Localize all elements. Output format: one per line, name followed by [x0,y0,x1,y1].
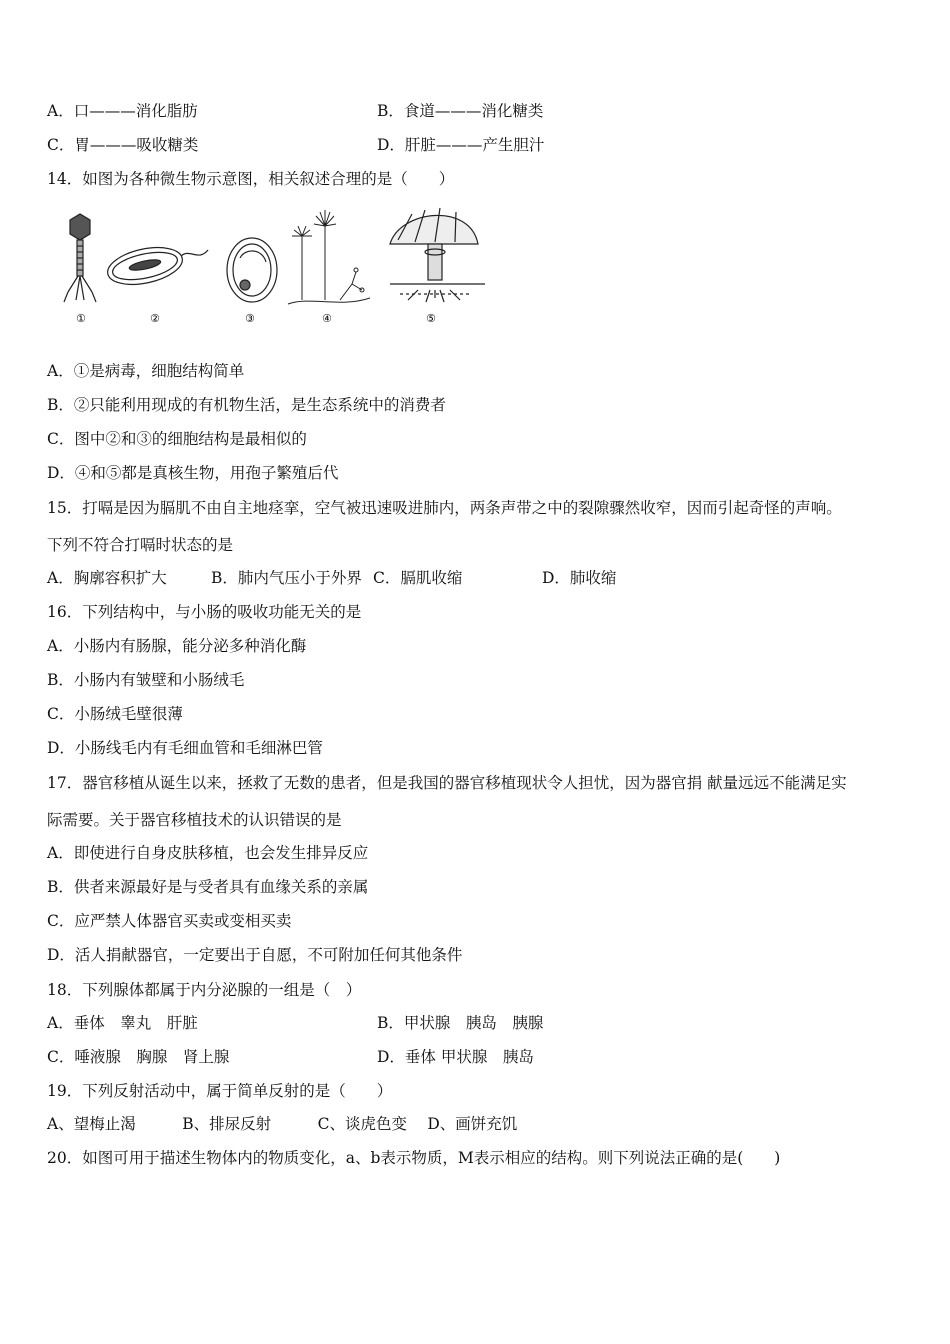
q18-option-b: B．甲状腺 胰岛 胰腺 [377,1014,544,1032]
figure-label-5: ⑤ [426,312,436,325]
q14-stem: 14．如图为各种微生物示意图，相关叙述合理的是（ ） [47,170,455,188]
q15-option-c: C．膈肌收缩 [373,569,463,587]
figure-label-3: ③ [245,312,255,325]
q18-stem: 18．下列腺体都属于内分泌腺的一组是（ ） [47,981,362,999]
q17-option-b: B．供者来源最好是与受者具有血缘关系的亲属 [47,878,369,896]
q17-option-c: C．应严禁人体器官买卖或变相买卖 [47,912,292,930]
microorganism-illustration [40,200,500,330]
q16-stem: 16．下列结构中，与小肠的吸收功能无关的是 [47,603,362,621]
microorganism-figure [40,200,500,330]
q13-option-b: B．食道———消化糖类 [377,102,544,120]
bacteriophage-drawing [64,214,96,302]
figure-label-4: ④ [322,312,332,325]
q19-options: A、望梅止渴 B、排尿反射 C、谈虎色变 D、画饼充饥 [47,1115,518,1133]
q15-stem-line1: 15．打嗝是因为膈肌不由自主地痉挛，空气被迅速吸进肺内，两条声带之中的裂隙骤然收窄，因而引起奇怪的声响。 [47,499,842,517]
q13-option-a: A．口———消化脂肪 [47,102,198,120]
q17-stem-line2: 际需要。关于器官移植技术的认识错误的是 [47,811,342,829]
q14-option-d: D．④和⑤都是真核生物，用孢子繁殖后代 [47,464,339,482]
figure-label-2: ② [150,312,160,325]
q18-option-a: A．垂体 睾丸 肝脏 [47,1014,198,1032]
q16-option-b: B．小肠内有皱壁和小肠绒毛 [47,671,245,689]
q16-option-d: D．小肠线毛内有毛细血管和毛细淋巴管 [47,739,323,757]
q15-stem-line2: 下列不符合打嗝时状态的是 [47,536,234,554]
q16-option-a: A．小肠内有肠腺，能分泌多种消化酶 [47,637,307,655]
mushroom-drawing [390,208,485,302]
q15-option-b: B．肺内气压小于外界 [211,569,362,587]
q13-option-d: D．肝脏———产生胆汁 [377,136,545,154]
q17-option-d: D．活人捐献器官，一定要出于自愿，不可附加任何其他条件 [47,946,463,964]
mold-drawing [288,210,370,304]
q13-option-c: C．胃———吸收糖类 [47,136,199,154]
q15-option-d: D．肺收缩 [542,569,617,587]
q14-option-c: C．图中②和③的细胞结构是最相似的 [47,430,307,448]
q18-option-d: D．垂体 甲状腺 胰岛 [377,1048,534,1066]
q18-option-c: C．唾液腺 胸腺 肾上腺 [47,1048,230,1066]
q14-option-a: A．①是病毒，细胞结构简单 [47,362,245,380]
q17-stem-line1: 17．器官移植从诞生以来，拯救了无数的患者，但是我国的器官移植现状令人担忧，因为器官捐 献量远远不能满足实 [47,774,847,792]
q20-stem: 20．如图可用于描述生物体内的物质变化，a、b表示物质，M表示相应的结构。则下列说法正确的是( ) [47,1149,781,1167]
q14-option-b: B．②只能利用现成的有机物生活，是生态系统中的消费者 [47,396,446,414]
figure-label-1: ① [76,312,86,325]
yeast-drawing [227,238,277,302]
bacterium-drawing [104,241,208,290]
q17-option-a: A．即使进行自身皮肤移植，也会发生排异反应 [47,844,369,862]
q16-option-c: C．小肠绒毛壁很薄 [47,705,183,723]
q15-option-a: A．胸廓容积扩大 [47,569,167,587]
q19-stem: 19．下列反射活动中，属于简单反射的是（ ） [47,1082,393,1100]
